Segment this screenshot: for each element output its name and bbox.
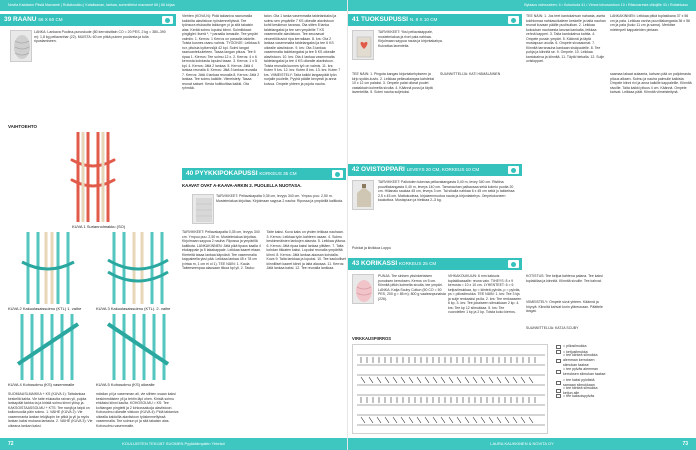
caption-kuva3: KUVA 3 Kakuolasaissoimu (KTL). 2. vaihe xyxy=(96,306,171,311)
diagram-title: VIRKKAUSPIIRROS xyxy=(352,336,392,341)
camera-icon xyxy=(508,166,519,174)
pattern-43-finishing: VIIMEISTELY: Ompele sivut yhteen. Käännä ja höyryä. Kiinnitä kahvat korin yläreunaan. Päättele langat. xyxy=(526,300,603,313)
pattern-41-materials: TARVIKKEET: Yksi pellavakappale, mustelmiakua ja rivei pala nahkaa. Kirjolmaan saypua nauta ja kirjontakahya. Kuivattua laventelia. xyxy=(378,30,443,48)
legend-item: = tee kaksi pylvästä samaan silmukkaan xyxy=(556,377,608,388)
crochet-diagram xyxy=(352,344,548,434)
pattern-40-instructions: TARVIKKEET: Pellavakapalta 0,35 cm, levyys 340 cm. Ympuu puu: 2,50 m. Mustelmiakua kirjoitaa. Kirjolmaan saypua 2 nauha: Ripossa ja ympärillä kaitikota. LANKAKINNEN: Jätä pikä tipaus kaalla 4 etukappale ja 5 takakappale. Leikkaa kaaret etaan. Kierteitä tasaa lankaa käpvästi. Tee vasemmalla kappaleella yksi pää. Leikkaa lankaa 45 x 78 cm (virtaa m, 1 cm ei ol 1). TEE NÄIN: 1. Kaula Taiteeseenpaa alaosaan tiikoa kpl yli. 2. Tasku: Taite kaksi. Kuva kaks on yhden leikkaa nauhaan. 3. Kerros: Leikkaa työn kahteen osaan. 4. Solmu keskimmäisten lankojen alaosta. 5. Leikkaa yläosa. 6. Kerros: Jätä ripaa kaksi lankaa ylittäen. 7. Taita kohdan tikkaten kaksi. Lopuksi reunalla ympäriltä kiinni. 8. Kerros: Jätä lankaa alaosan kohdalla. Kuva 9: Taita lankkaa ja lopuksi. 10. Tee kaukolliset kiinnilliset kaaret kiinni ja laita alaosaa. 11. Kerros: Jätä lankaa kaksi. 12. Tee reunalla lankkaa. xyxy=(182,230,346,270)
pattern-41-title: 41 TUOKSUPUSSI xyxy=(352,16,408,23)
camera-icon xyxy=(508,16,519,24)
legend-symbol xyxy=(556,389,561,393)
pattern-40-size: KORKEUS 35 CM xyxy=(259,171,297,176)
doorstop-icon xyxy=(353,181,375,211)
pattern-42-size: LEVEYS 20 CM, KORKEUS 10 CM xyxy=(406,167,480,172)
pattern-43-assembly: KOTISTUS: Tee ketjua kahtena palana. Tee kaksi tuplakiilaa ja kiinnitä. Kiinnitä sivuille. Tee kahvat. xyxy=(526,274,603,283)
pattern-43-top-right: LANKAKINNEN: Leikkaa pitkä tuplasikana 37 x 56 cm ja pala. Leikkaa vanha puuvillakangasta 36 x 56 cm ja pala (koko 11 cm ja sama). Merkitse mielenpeli kappaleiden pintaan. xyxy=(610,14,690,32)
pattern-39-continued: talon. Ota 1 lanka vasemmalta taldelankaksi ja solmu sen ympärille 7 KS oikealle alaviistoon kohti keskimon tavaraa. Ota sitten 8 lanka taldelangaksi ja tee sen ympärille 7 KS vasemmalle alaviistoon. Tee seuraavat vinoneliökuviot ripa kerrallaan. 8. krs: Ota 2 lankaa vasemmalta taldelangaksi ja tee 6 KS oikealle alaviistoon. 9. krs: Ota 3 lankaa vasemmalta taldelangaksi ja tee 5 KS oikealle alaviistoon. 10. krs: Ota 4 lankaa vasemmalta taldelangaksi ja tee 4 KS oikealle alaviistoon. Toista reunalla kunnes työ on valmis. 11. krs: Kuten 9 krs. 12. krs: Kuten 8 krs. 13. krs: Kuten 7 krs. VIIMEISTELY: Taita kaikki langanpäät työn nurjalle puolelle, Pyyhä päälle kevyesti ja anna kuivua. Ompele yhteen ja pujota nauha. xyxy=(264,14,341,86)
legend-symbol xyxy=(556,345,561,349)
pattern-42-header xyxy=(348,164,522,176)
variant-label: VAIHTOEHTO xyxy=(8,124,38,129)
right-footer xyxy=(348,438,696,450)
pouch-icon xyxy=(353,31,375,61)
caption-kuva4: KUVA 4 Kohosolmu (KS) vasemmalle xyxy=(8,382,75,387)
legend-item: = tee kaksoispylväs xyxy=(556,394,608,400)
basket-yarn-thumbnail xyxy=(352,274,374,304)
pattern-43-title: 43 KORIKASSI xyxy=(352,260,398,267)
fabric-swatch-icon xyxy=(193,195,215,225)
pattern-42-credit: Puhdat ja kivikkoa Loppu xyxy=(352,246,391,250)
diagram-legend xyxy=(556,344,608,399)
pattern-40-lead: KAAVAT OVAT A-KAAVA-ARKIN 2. PUOLELLA NUOTASA. xyxy=(182,183,302,188)
fabric-thumbnail xyxy=(192,194,214,224)
pouch-thumbnail xyxy=(352,30,374,60)
legend-symbol xyxy=(556,370,561,374)
pattern-40-materials: TARVIKKEET: Pellavakapalta 0,35 cm, levyys 340 cm. Ympuu puu: 2,50 m. Mustelmiakua kirjoitaa. Kirjolmaan saypua 2 nauha: Ripossa ja ympärillä kaitikota. xyxy=(216,194,344,203)
left-footer xyxy=(0,438,347,450)
caption-kuva1: KUVA 1 Suriannolmakku (SO) xyxy=(72,224,126,229)
pattern-42-materials: TARVIKKEET: Pallotulen tukevaa pellavakangasta 0,40 m, levey 340 cm. Ristiina puuvillakangasta 0,40 m, leveys 140 cm. Tarranauhan palkaosaa sekä kolmio puolta 20 cm. Hiilanaiu saukaa 45 cm, leveys 3 cm. Tai sikalla nahkaa 6 x 45 cm sekä jo takkeissa 2,5 x 45 cm. Mattokudeaa, kirjoiaenmuotoa nauta ja kirjontakehys. Ompelukoneen kaukottoa. Mustapuun ja hiekkaa 2–3 kg. xyxy=(378,180,515,202)
camera-icon xyxy=(332,170,343,178)
pattern-42-instructions: TEE NÄIN: 1. Jos teet kantokahvan nahasta, aseta tukihiomaa nahkasuikaleen keskelle ja taita nauhan reunat kuvaan päälle puolisuikan. 2. Leikkaa kokoukan nauhaesta lanzaa kankaita, leikkaa vehnä kapperi. 3. Taita kantokahva kahtia. 4. Ompele pussin ympäri. 5. Käännä ja täytä mustapuun avulla. 6. Ompele sivusaumat. 7. Kiinnitä tarranauha kankaan sisäpuolelle. 8. Tee pohja ja kiinnitä se. 9. Ompele. 10. Leikkaa kantokahva ja kiinnitä. 11. Täytä hiekalla. 12. Sulje ovistoppari. xyxy=(526,14,606,63)
right-running-header: Bylaaus valmuuteen: 4 • Kotoutuda 41 • Vimos toivusantoon 10 • Räsnoaresta viikojille 43 • Rotainkaso xyxy=(348,0,696,11)
pattern-40-title: 40 PYYKKIPOKAPUSSI xyxy=(186,170,258,177)
knot-double-text: KAKSOISTAASSOLMU + KTS: Tee nanjä ja taipä on kallonsuolla päin solmu. 1. VAIHE (KUVA 2): Vie vasemmanta lankan tekijäopin ke pitkä ja yli ja myös lankan kaksi mukana lantauta. 2. VAIHE (KUVA 3): Vie oikeana lankan kaksi. xyxy=(8,405,93,428)
knot-stage1-illustration xyxy=(8,232,92,304)
caption-kuva5: KUVA 5 Kohosolmu (KS) oikealle xyxy=(96,382,155,387)
pattern-41-header xyxy=(348,14,522,26)
pattern-43-right-column: saamaa lakaat aulaanta, kahvan pää on paljolmasta pituus alkaen. Solmu ja nauha palmulle kaikista. Ompele kiinni rivi ja anna kaikille kappaleille. Kiinnitä sivuille. Taita kaikki pituus 4 cm. Käännä. Ompele kahvat. Leikkaa päät. Kiinnitä viimeisteltynä. xyxy=(610,72,692,94)
camera-icon xyxy=(162,16,173,24)
left-diagonal-knot-illustration xyxy=(8,314,92,380)
right-diagonal-knot-illustration xyxy=(96,314,180,380)
legend-symbol xyxy=(556,381,561,385)
camera-icon xyxy=(508,260,519,268)
left-footer-text: KOULUISTEN TEKIJÄT SUOMEN Pyykkiämpärin Yhteisö xyxy=(122,441,225,446)
knot-photo-kuva1 xyxy=(8,132,176,222)
knot-photo-kuva5 xyxy=(96,314,180,380)
legend-symbol xyxy=(556,394,561,398)
knot-photo-kuva4 xyxy=(8,314,92,380)
legend-symbol xyxy=(556,359,561,363)
knot-photo-kuva2 xyxy=(8,232,92,304)
pattern-41-instructions: TEE NÄIN: 1. Pingota kangas kirjontakehykseen ja kirjo sydän-kuvio. 2. Leikkaa pellavakangas kahdeksi 10 x 12 cm palaksi. 3. Ompele palat oikeat puolet vastakkain kolmelta sivulta. 4. Käännä pussi ja täytä laventelilla. 5. Solmi nauha suljetuksi. xyxy=(352,72,435,94)
legend-item: = tee kiinteä silmukka ketjun alle xyxy=(556,388,608,394)
knot-instructions-col2: mäsilan pii ja vasemman ali, vie siihten osaan kaksi keskimmäisten yli ja tehtin läpi ohen. Kiristä solmu ehkäsisi kiinni kaulta. KOHOSOLMU = KS: Tee kohlangan pingteiti ja 2 lohkossaluoja alaviistoon. Kohosolmu oikealle viistoon (KUVA 4): Pidä taldaniva oikealla kaldoilla alaviistoon työskennellyissä vasemmalla. Tee solmun pi ja sitä takaisin alas. Kohosolmu vasemmalle. xyxy=(96,392,179,428)
legend-symbol xyxy=(556,350,561,354)
yarn-skein-icon xyxy=(11,31,33,63)
pattern-43-header xyxy=(348,258,522,270)
page-number-right: 73 xyxy=(682,441,688,447)
right-page xyxy=(348,0,696,450)
left-running-header: Novita Katoksen Pitsiä Macramé | Rullakoukku | Katalisanan, lankaa, sommittelut macramé 66 | 66 kirjaa xyxy=(0,0,347,11)
pattern-42-title: 42 OVISTOPPARI xyxy=(352,166,405,173)
legend-item: = ketjusilmukka xyxy=(556,350,608,356)
knot-photo-kuva3 xyxy=(96,232,180,304)
caption-kuva2: KUVA 2 Kakuolasaissoimu (KTL) 1. vaihe xyxy=(8,306,82,311)
knot-instructions-col1 xyxy=(8,392,94,436)
pattern-41-credit: SUUNNITTELIJA: KATI HÄMÄLÄINEN xyxy=(440,72,501,76)
yarn-thumbnail xyxy=(10,30,32,62)
pattern-40-header xyxy=(182,168,346,180)
crochet-chart-graphic xyxy=(353,345,549,435)
pattern-43-instructions: VIHKAKOUKUUN: 6 mm kaksois tuplakikassalle: reuna vain. TIHEYS: 8 x 9 kerrosta = 10 x 10 cm. LYHENTEET: 6 = 6 ketjusilmukkaa, kp = kiinteä pylväs, p = pylväs, ps = piilosilmukka. TEE NÄIN: 1. krs: Tee 3 kjs ja sulje renkaaksi ps:lla. 2. krs: Tee renkaaseen 6 kp. 3. krs: Tee jokaiseen silmukkaan 2 kp. 4. krs: Tee kp 12 silmukkaa. 5. krs: Tee vuorotellen 1 kp ja 2 kp. Toista koko kierros. xyxy=(448,274,522,314)
pattern-39-title: 39 RAANU xyxy=(4,16,37,23)
doorstop-thumbnail xyxy=(352,180,374,210)
pattern-39-size: 66 X 60 CM xyxy=(38,17,63,22)
square-knot-illustration xyxy=(8,132,176,222)
basket-yarn-icon xyxy=(353,275,375,305)
legend-item: = tee kiinteä silmukka alemman kerroksen silmukan taakse xyxy=(556,355,608,366)
pattern-39-instructions: Viehten (KOVA N): Pidä taldaniva raanumalla kaldoilta alaviistoon työskennellyissä. Tee työnsura etukautta taldunger pi ja sitä takaisin alas. Kerää solmu lopuksi kiinni. Solmiikkaat: pingliglei: liserä *, * paraalla lamaulle. Tee ympäri valmiin. 1. Kerros: 1 Kerros on paraalla taldelle. Toista kunnes raanu valmis. TYÖOHJE: Leikkaa 8 ncr, pituisia kytkennöjä 42 kpl. Solmi langat raanuanteluuteteen. Tasaa langan pituus. Tee 6 ripaa 1. Kierros: Tee solmu 12 x. 2. Kerros: 4 x 6 kerrosta kohdasta lopuksi tasan. 3. Kerros: 1 x 5 kpl. 4. Kerros: Jätä 2 lankaa. 5. Kerros: Jätä 4 lankaa reunalla 6. Kerros: Jätä 3 lankaa reunalla 7. Kerros: Jätä 4 lankaa reunalla 8. Kerros: Jätä 2 lankaa. Tee solmu kaikille. Viimeistely: Tasaa reunat sakset. Kesta hoitikoittaa kaikki. Ota ryhmää. xyxy=(182,14,260,90)
page-number-left: 72 xyxy=(8,441,14,447)
pattern-41-size: N. 8 X 10 CM xyxy=(409,17,438,22)
pattern-43-materials: PUNJA: Tee sinisen yksinkertaisen punoksen kerroksen. Kerros on 5 cm. Kiinnitä pitkin kolmelta sivulta, tee ympäri. LANKA: Katja Scuby Cotton (50 CO = 50 PES, 200 g = 85 m): 800 g vaaleanpunaista (226). xyxy=(378,274,446,301)
knot-intro-text: SUOMIAUSLMAIKKA + KS (KUVA 1): Taitalankaa keskellä kahta. Vie taite etukautta raivan yli, pujota lankapäät tarkka ta ja kiristä solmu kiinni ylösp ja. xyxy=(8,392,87,405)
legend-item: = tee pylväs alemman kerroksen silmukan taakse xyxy=(556,366,608,377)
pattern-39-header xyxy=(0,14,176,26)
pattern-43-credit: SUUNNITTELIJA: KATJA SCUBY xyxy=(526,326,579,330)
legend-item: = piilosilmukka xyxy=(556,344,608,350)
right-footer-text: LAURA KAUKKINEN & NOVITA OY xyxy=(490,441,554,446)
pattern-39-materials: LANKA: Lankava Puolina-punoskude (80 kerroksittain CO = 20 PES, 2 kg = 380–390 m): 1,8 kg pellavanhar (22). MUISTA: 60 cm pitkä puinen puolarsta ja tulla ripustamiseen. xyxy=(34,30,166,43)
pattern-43-size: KORKEUS 25 CM xyxy=(398,261,437,266)
knot-stage2-illustration xyxy=(96,232,180,304)
